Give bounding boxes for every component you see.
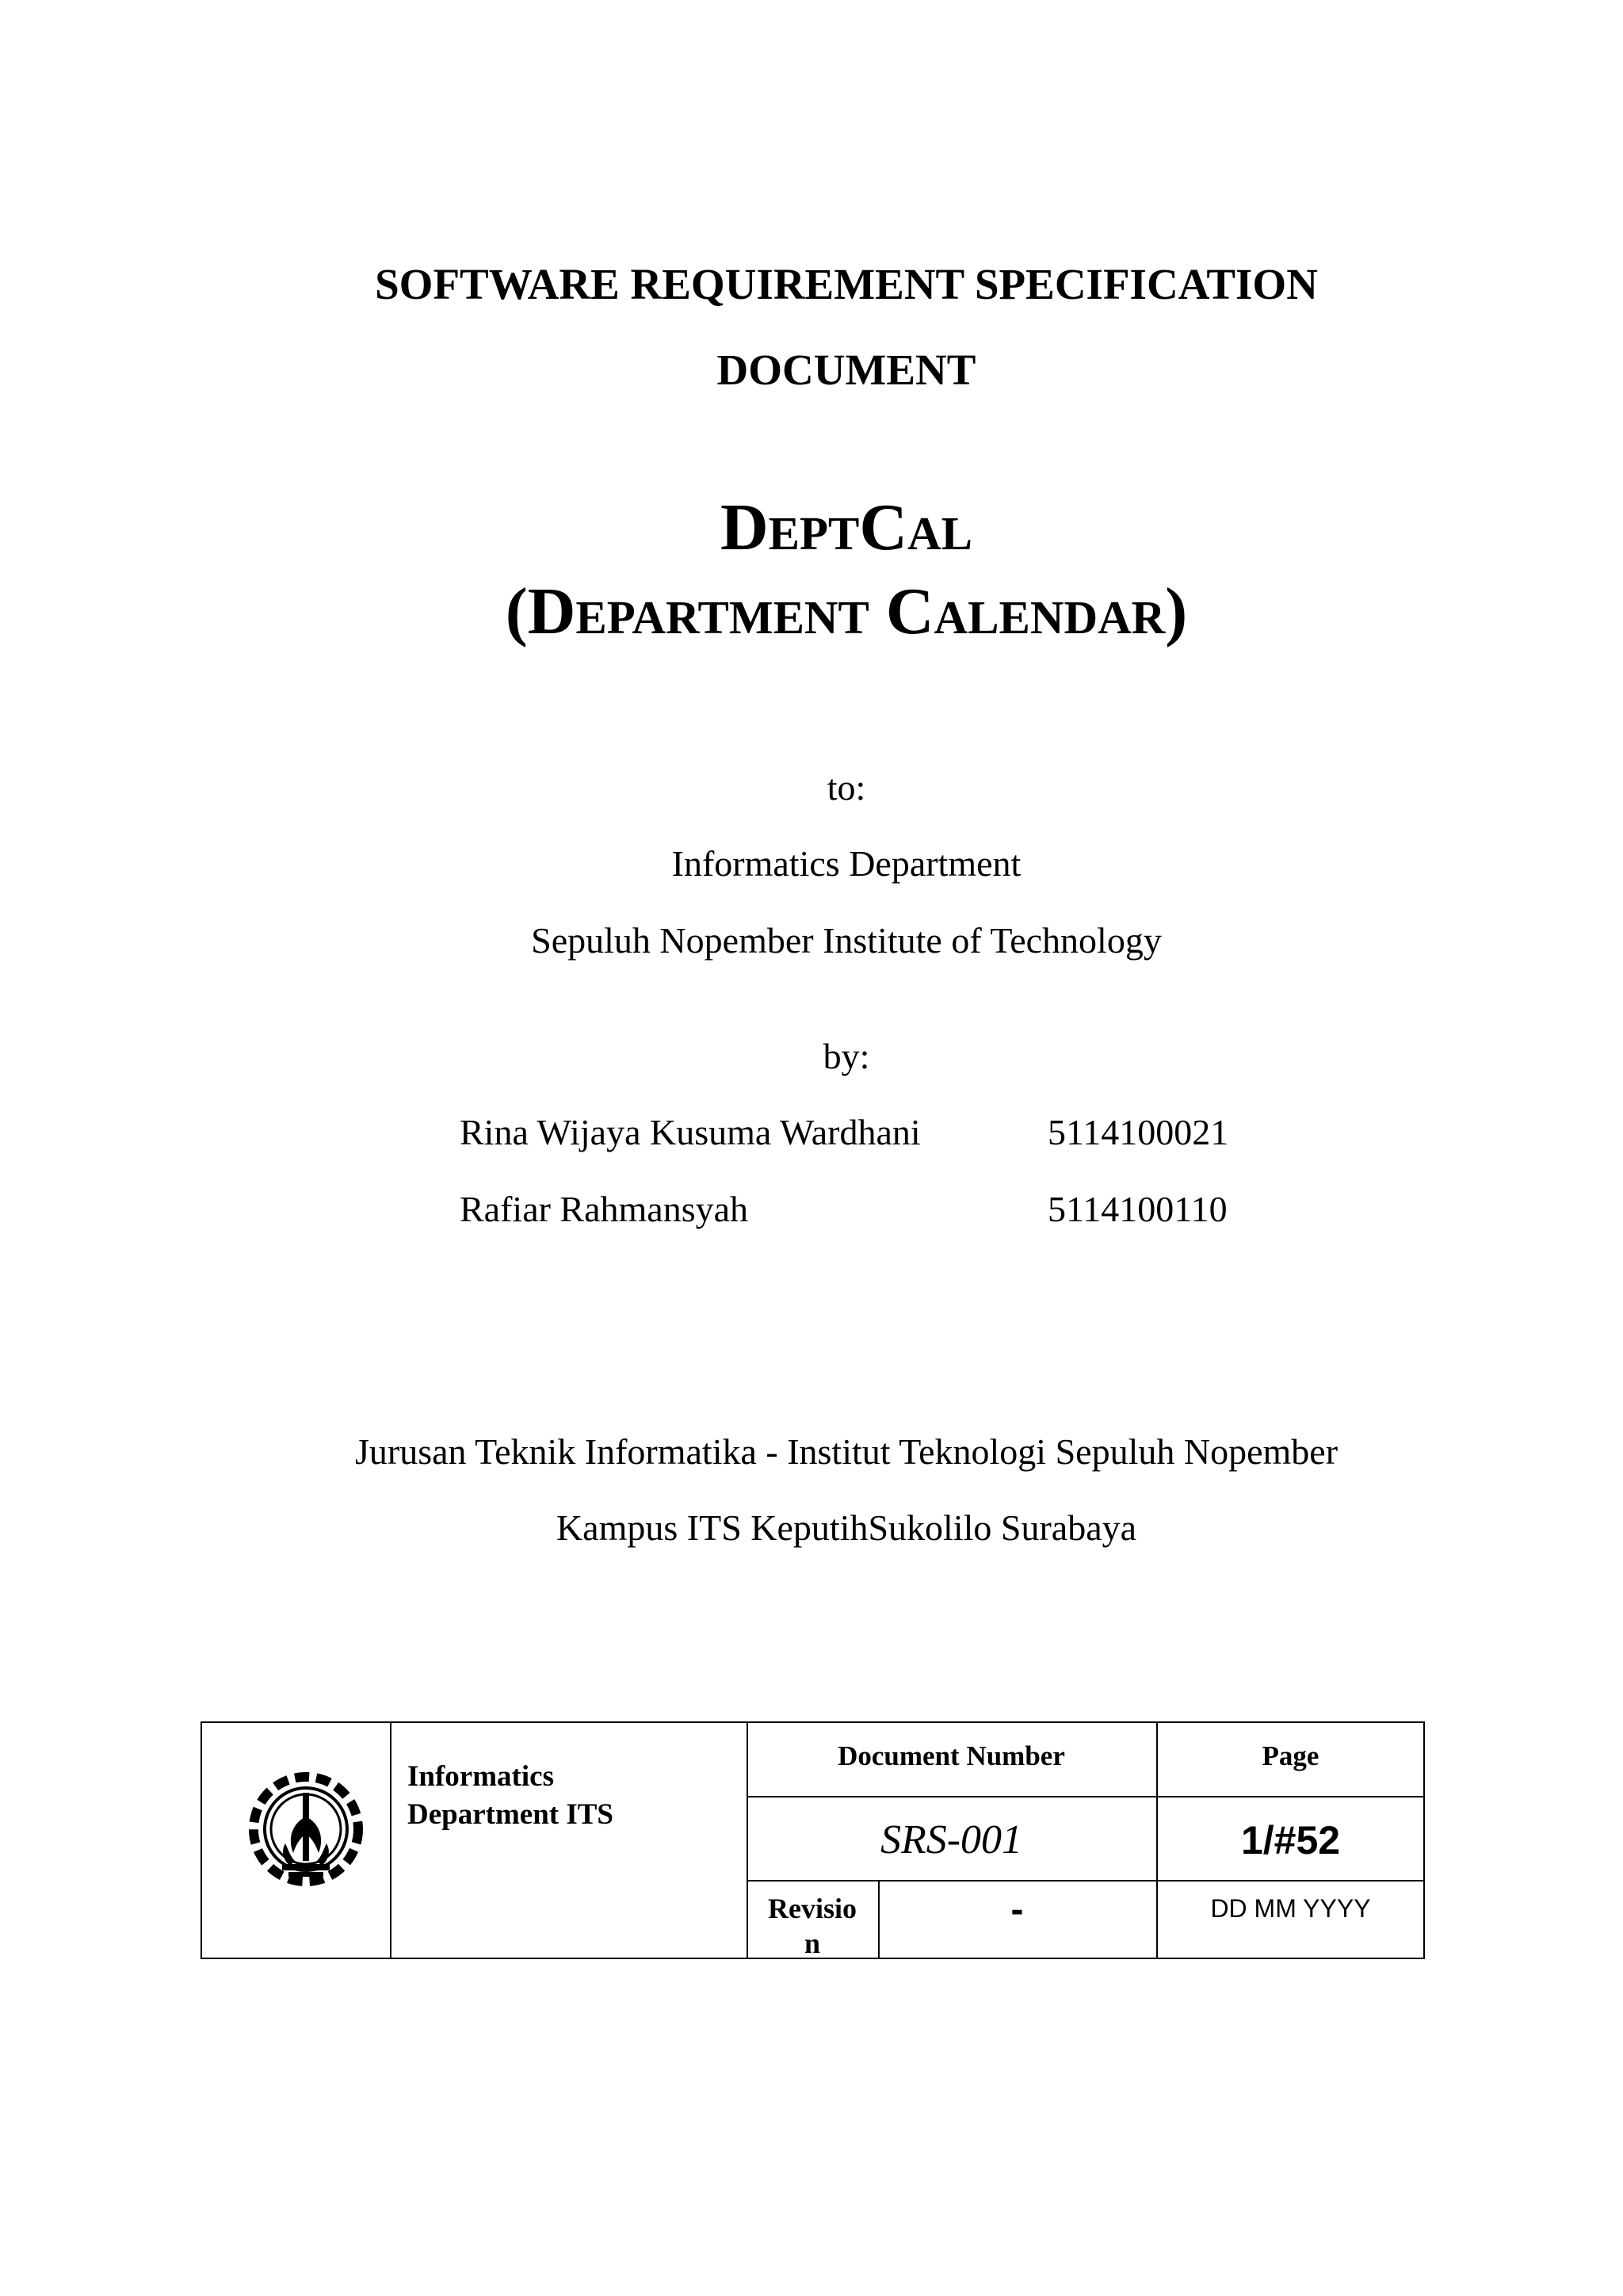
product-name: DeptCal <box>720 491 973 564</box>
institution-line1: Jurusan Teknik Informatika - Institut Teknologi Sepuluh Nopember <box>354 1431 1338 1472</box>
author-name: Rina Wijaya Kusuma Wardhani <box>460 1112 921 1152</box>
to-label: to: <box>827 767 866 808</box>
recipient-institute: Sepuluh Nopember Institute of Technology <box>531 920 1162 961</box>
page-value: 1/#52 <box>1240 1818 1341 1862</box>
recipient-department: Informatics Department <box>671 843 1022 884</box>
product-full-name: (Department Calendar) <box>505 575 1188 648</box>
page-label: Page <box>1262 1740 1319 1771</box>
institution-line2: Kampus ITS KeputihSukolilo Surabaya <box>556 1507 1137 1548</box>
author-name: Rafiar Rahmansyah <box>460 1189 749 1229</box>
revision-date: DD MM YYYY <box>1210 1894 1371 1923</box>
by-label: by: <box>823 1036 870 1076</box>
revision-label-line2: n <box>804 1927 821 1959</box>
org-name-line2: Department ITS <box>407 1798 614 1831</box>
doc-title-line1: SOFTWARE REQUIREMENT SPECIFICATION <box>375 260 1318 308</box>
table-divider <box>747 1880 1425 1881</box>
revision-value: - <box>1010 1889 1024 1931</box>
revision-label-line1: Revisio <box>768 1893 857 1924</box>
author-id: 5114100021 <box>1048 1112 1229 1152</box>
its-emblem-icon <box>238 1761 374 1897</box>
author-id: 5114100110 <box>1048 1189 1228 1229</box>
doc-number-label: Document Number <box>838 1740 1065 1771</box>
doc-number-value: SRS-001 <box>880 1817 1023 1862</box>
doc-title-line2: DOCUMENT <box>716 346 976 394</box>
org-name-line1: Informatics <box>407 1760 554 1793</box>
table-divider <box>747 1796 1425 1797</box>
table-divider <box>390 1721 391 1959</box>
